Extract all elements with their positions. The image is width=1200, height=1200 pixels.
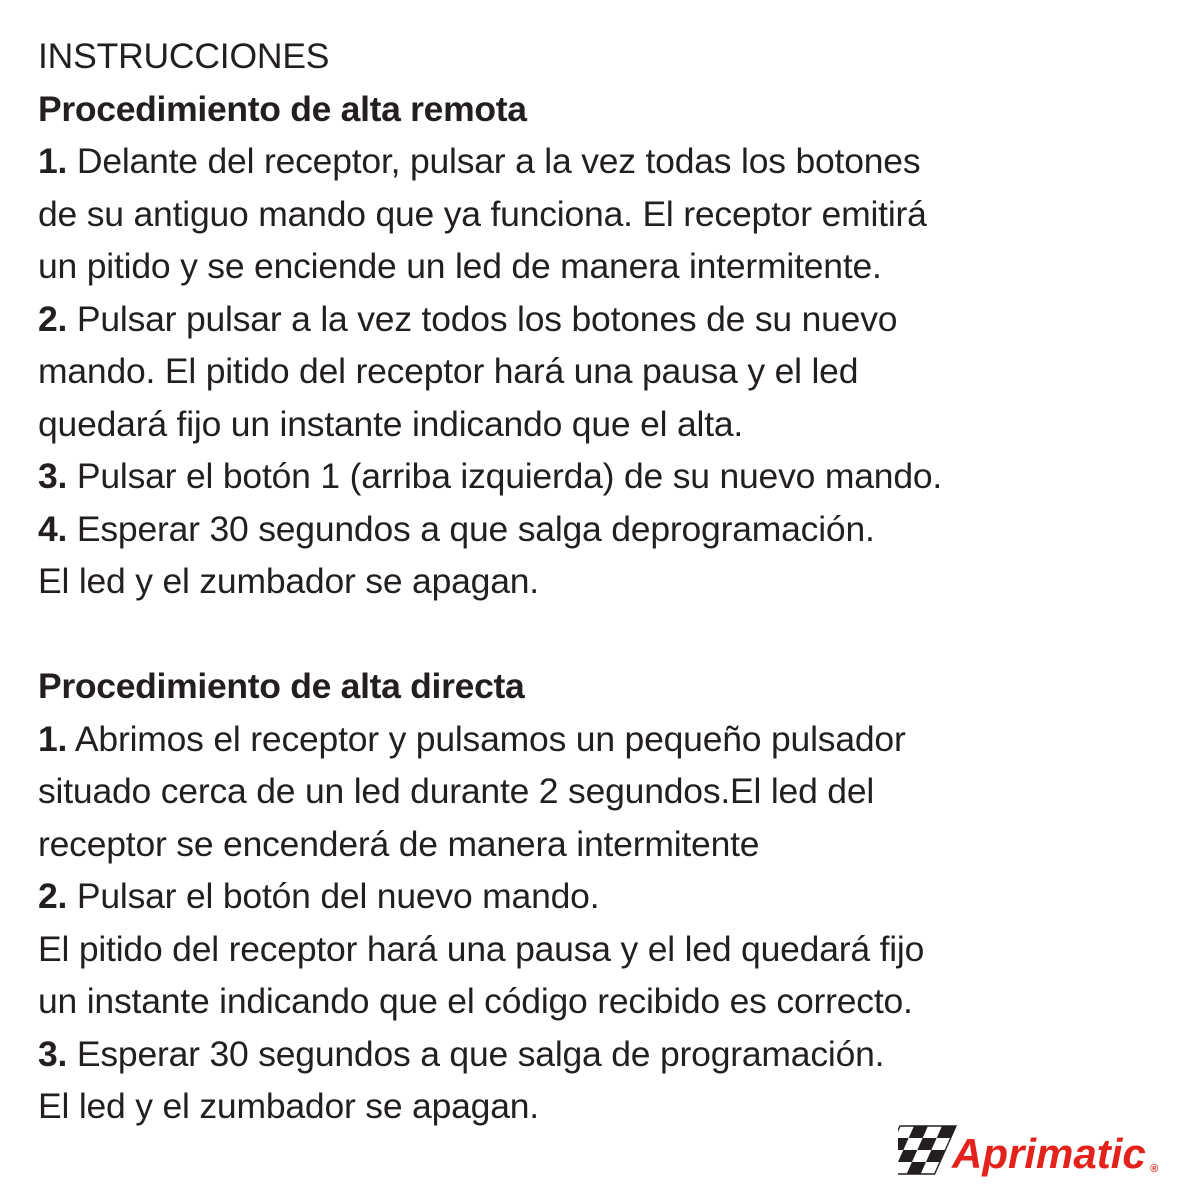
- section-heading-direct: Procedimiento de alta directa: [38, 666, 525, 706]
- instruction-text: mando. El pitido del receptor hará una pausa y el led: [38, 351, 859, 391]
- instruction-text: un instante indicando que el código recibido es correcto.: [38, 981, 913, 1021]
- instruction-line: [38, 923, 1188, 976]
- instruction-text: Esperar 30 segundos a que salga deprogramación.: [67, 508, 875, 549]
- step-number: 4.: [38, 508, 68, 549]
- step-number: 2.: [38, 298, 68, 339]
- instruction-text: Abrimos el receptor y pulsamos un pequeño pulsador: [67, 718, 906, 759]
- step-number: 1.: [38, 141, 68, 181]
- checkered-flag-icon: [898, 1126, 956, 1174]
- instruction-line: [38, 135, 1188, 188]
- instruction-line: [38, 503, 1188, 556]
- step-number: 3.: [38, 456, 68, 496]
- instruction-line: [38, 818, 1188, 871]
- instruction-text: Esperar 30 segundos a que salga de programación.: [67, 1033, 885, 1074]
- instruction-line: [38, 975, 1188, 1028]
- instruction-text: El pitido del receptor hará una pausa y el led quedará fijo: [38, 928, 925, 969]
- instruction-line: [38, 293, 1188, 346]
- section-heading-remote: Procedimiento de alta remota: [38, 88, 527, 129]
- instruction-line: [38, 240, 1188, 293]
- instruction-line: [38, 765, 1188, 818]
- instruction-text: Pulsar pulsar a la vez todos los botones de su nuevo: [67, 298, 898, 339]
- instruction-text: Delante del receptor, pulsar a la vez todas los botones: [67, 141, 921, 181]
- step-number: 2.: [38, 876, 68, 916]
- instruction-line: [38, 713, 1188, 766]
- section-spacer: [38, 608, 1188, 661]
- registered-mark: ®: [1150, 1163, 1159, 1175]
- instruction-line: [38, 555, 1188, 608]
- instruction-text: El led y el zumbador se apagan.: [38, 561, 539, 601]
- logo-wordmark: Aprimatic: [952, 1130, 1146, 1177]
- instruction-text: quedará fijo un instante indicando que el alta.: [38, 403, 744, 444]
- instruction-line: [38, 345, 1188, 398]
- instruction-text: receptor se encenderá de manera intermitente: [38, 823, 760, 864]
- instruction-line: [38, 398, 1188, 451]
- step-number: 3.: [38, 1033, 68, 1074]
- instruction-text: El led y el zumbador se apagan.: [38, 1086, 539, 1126]
- aprimatic-logo: [898, 1122, 1163, 1180]
- instruction-text: Pulsar el botón del nuevo mando.: [67, 876, 600, 916]
- instruction-text: situado cerca de un led durante 2 segundos.El led del: [38, 771, 875, 811]
- instruction-text: Pulsar el botón 1 (arriba izquierda) de su nuevo mando.: [67, 456, 943, 496]
- instruction-line: [38, 188, 1188, 241]
- instruction-line: [38, 450, 1188, 503]
- instruction-text: un pitido y se enciende un led de manera intermitente.: [38, 246, 882, 286]
- instruction-text: de su antiguo mando que ya funciona. El receptor emitirá: [38, 193, 927, 234]
- instructions-document: [38, 30, 1188, 1133]
- instruction-line: [38, 870, 1188, 923]
- instruction-line: [38, 1028, 1188, 1081]
- document-title: INSTRUCCIONES: [38, 36, 330, 76]
- step-number: 1.: [38, 718, 68, 759]
